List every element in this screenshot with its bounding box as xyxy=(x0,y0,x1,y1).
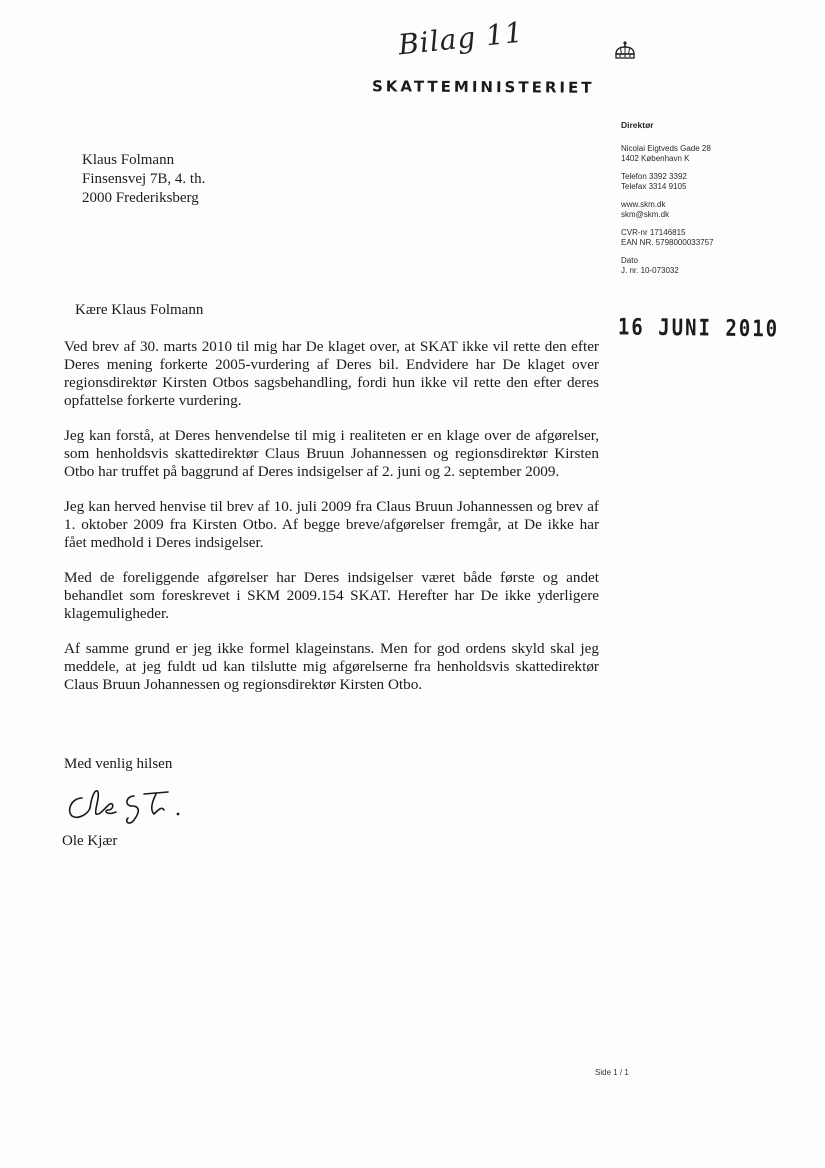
paragraph: Af samme grund er jeg ikke formel klageinstans. Men for god ordens skyld skal jeg meddele, at jeg fuldt ud kan tilslutte mig afgørelserne fra henholdsvis skattedirektør Claus Bruun Johannessen og regionsdirektør Kirsten Otbo. xyxy=(64,640,599,693)
date-label: Dato xyxy=(621,256,638,265)
sender-title: Direktør xyxy=(621,120,654,130)
sender-web: www.skm.dk xyxy=(621,200,666,209)
sender-address-line1: Nicolai Eigtveds Gade 28 xyxy=(621,144,711,153)
sender-ean: EAN NR. 5798000033757 xyxy=(621,238,714,247)
crown-icon xyxy=(612,40,638,66)
signer-name: Ole Kjær xyxy=(62,833,118,849)
journal-number: J. nr. 10-073032 xyxy=(621,266,679,275)
sender-info xyxy=(621,120,821,276)
paragraph: Jeg kan forstå, at Deres henvendelse til mig i realiteten er en klage over de afgørelser, som henholdsvis skattedirektør Claus Bruun Johannessen og regionsdirektør Kirsten Otbo har truffet på baggrund af Deres indsigelser af 2. juni og 2. september 2009. xyxy=(64,427,599,480)
page-number: Side 1 / 1 xyxy=(595,1068,629,1077)
closing-greeting: Med venlig hilsen xyxy=(64,756,173,772)
paragraph: Med de foreliggende afgørelser har Deres indsigelser været både første og andet behandlet som foreskrevet i SKM 2009.154 SKAT. Herefter har De ikke yderligere klagemuligheder. xyxy=(64,569,599,622)
salutation: Kære Klaus Folmann xyxy=(75,302,204,318)
recipient-address xyxy=(82,151,205,208)
sender-email: skm@skm.dk xyxy=(621,210,670,219)
recipient-city: 2000 Frederiksberg xyxy=(82,190,199,206)
date-stamp: 16 JUNI 2010 xyxy=(617,314,780,343)
sender-phone: Telefon 3392 3392 xyxy=(621,172,687,181)
handwritten-annotation: Bilag 11 xyxy=(396,15,526,62)
recipient-name: Klaus Folmann xyxy=(82,152,175,168)
sender-cvr: CVR-nr 17146815 xyxy=(621,228,686,237)
letter-body xyxy=(64,338,599,711)
recipient-street: Finsensvej 7B, 4. th. xyxy=(82,171,206,187)
ministry-logotype: SKATTEMINISTERIET xyxy=(371,77,595,97)
paragraph: Ved brev af 30. marts 2010 til mig har De klaget over, at SKAT ikke vil rette den efter Deres mening forkerte 2005-vurdering af Deres bil. Endvidere har De klaget over regionsdirektør Kirsten Otbos sagsbehandling, fordi hun ikke vil rette den efter deres opfattelse forkerte vurdering. xyxy=(64,338,599,409)
paragraph: Jeg kan herved henvise til brev af 10. juli 2009 fra Claus Bruun Johannessen og brev af 1. oktober 2009 fra Kirsten Otbo. Af begge breve/afgørelser fremgår, at De ikke har fået medhold i Deres indsigelser. xyxy=(64,498,599,551)
sender-address-line2: 1402 København K xyxy=(621,154,690,163)
signature-icon xyxy=(60,780,210,830)
sender-fax: Telefax 3314 9105 xyxy=(621,182,687,191)
